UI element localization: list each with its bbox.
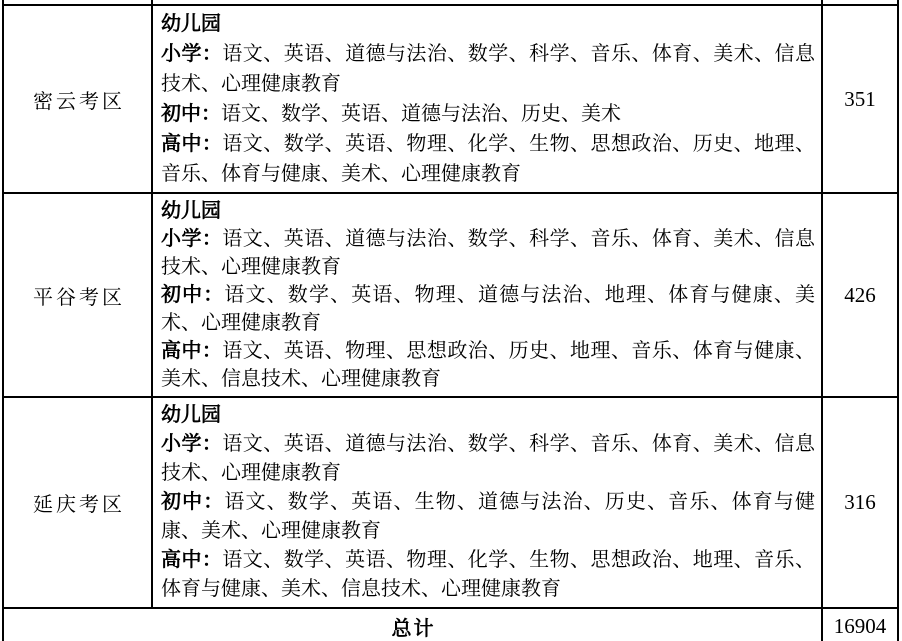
district-name: 密云考区 (3, 5, 152, 193)
exam-subjects-table (2, 0, 899, 641)
kindergarten-line (161, 197, 815, 225)
level-label: 初中： (161, 284, 225, 306)
count-value: 351 (822, 5, 898, 193)
count-value: 316 (822, 397, 898, 608)
level-label: 高中： (161, 549, 223, 571)
district-name: 延庆考区 (3, 397, 152, 608)
count-value: 426 (822, 193, 898, 397)
subjects-cell (152, 397, 822, 608)
level-label: 幼儿园 (161, 404, 221, 426)
subject-list: 语文、数学、英语、物理、化学、生物、思想政治、历史、地理、音乐、体育与健康、美术、心理健康教育 (161, 133, 816, 185)
subject-list: 语文、数学、英语、物理、化学、生物、思想政治、地理、音乐、体育与健康、美术、信息技术、心理健康教育 (161, 549, 816, 600)
kindergarten-line (161, 401, 815, 430)
subject-list: 语文、数学、英语、物理、道德与法治、地理、体育与健康、美术、心理健康教育 (161, 284, 816, 334)
junior-line (161, 281, 815, 337)
senior-line (161, 337, 815, 393)
district-name: 平谷考区 (3, 193, 152, 397)
senior-line (161, 129, 815, 189)
level-label: 高中： (161, 340, 223, 362)
total-row (3, 608, 898, 641)
subjects-cell (152, 5, 822, 193)
subjects-cell (152, 193, 822, 397)
level-label: 高中： (161, 133, 223, 155)
level-label: 初中： (161, 491, 225, 513)
subject-list: 语文、数学、英语、道德与法治、历史、美术 (221, 103, 621, 125)
kindergarten-line (161, 9, 815, 39)
level-label: 幼儿园 (161, 200, 221, 222)
table-row (3, 193, 898, 397)
table-row (3, 5, 898, 193)
total-label: 总计 (3, 608, 822, 641)
primary-line (161, 225, 815, 281)
subject-list: 语文、英语、道德与法治、数学、科学、音乐、体育、美术、信息技术、心理健康教育 (161, 433, 816, 484)
subject-list: 语文、英语、道德与法治、数学、科学、音乐、体育、美术、信息技术、心理健康教育 (161, 228, 816, 278)
junior-line (161, 488, 815, 546)
subject-list: 语文、数学、英语、生物、道德与法治、历史、音乐、体育与健康、美术、心理健康教育 (161, 491, 816, 542)
junior-line (161, 99, 815, 129)
level-label: 小学： (161, 433, 223, 455)
primary-line (161, 430, 815, 488)
primary-line (161, 39, 815, 99)
total-value: 16904 (822, 608, 898, 641)
level-label: 初中： (161, 103, 221, 125)
subject-list: 语文、英语、道德与法治、数学、科学、音乐、体育、美术、信息技术、心理健康教育 (161, 43, 816, 95)
level-label: 小学： (161, 43, 223, 65)
level-label: 幼儿园 (161, 13, 221, 35)
table-row (3, 397, 898, 608)
subject-list: 语文、英语、物理、思想政治、历史、地理、音乐、体育与健康、美术、信息技术、心理健康教育 (161, 340, 816, 390)
senior-line (161, 546, 815, 604)
level-label: 小学： (161, 228, 223, 250)
